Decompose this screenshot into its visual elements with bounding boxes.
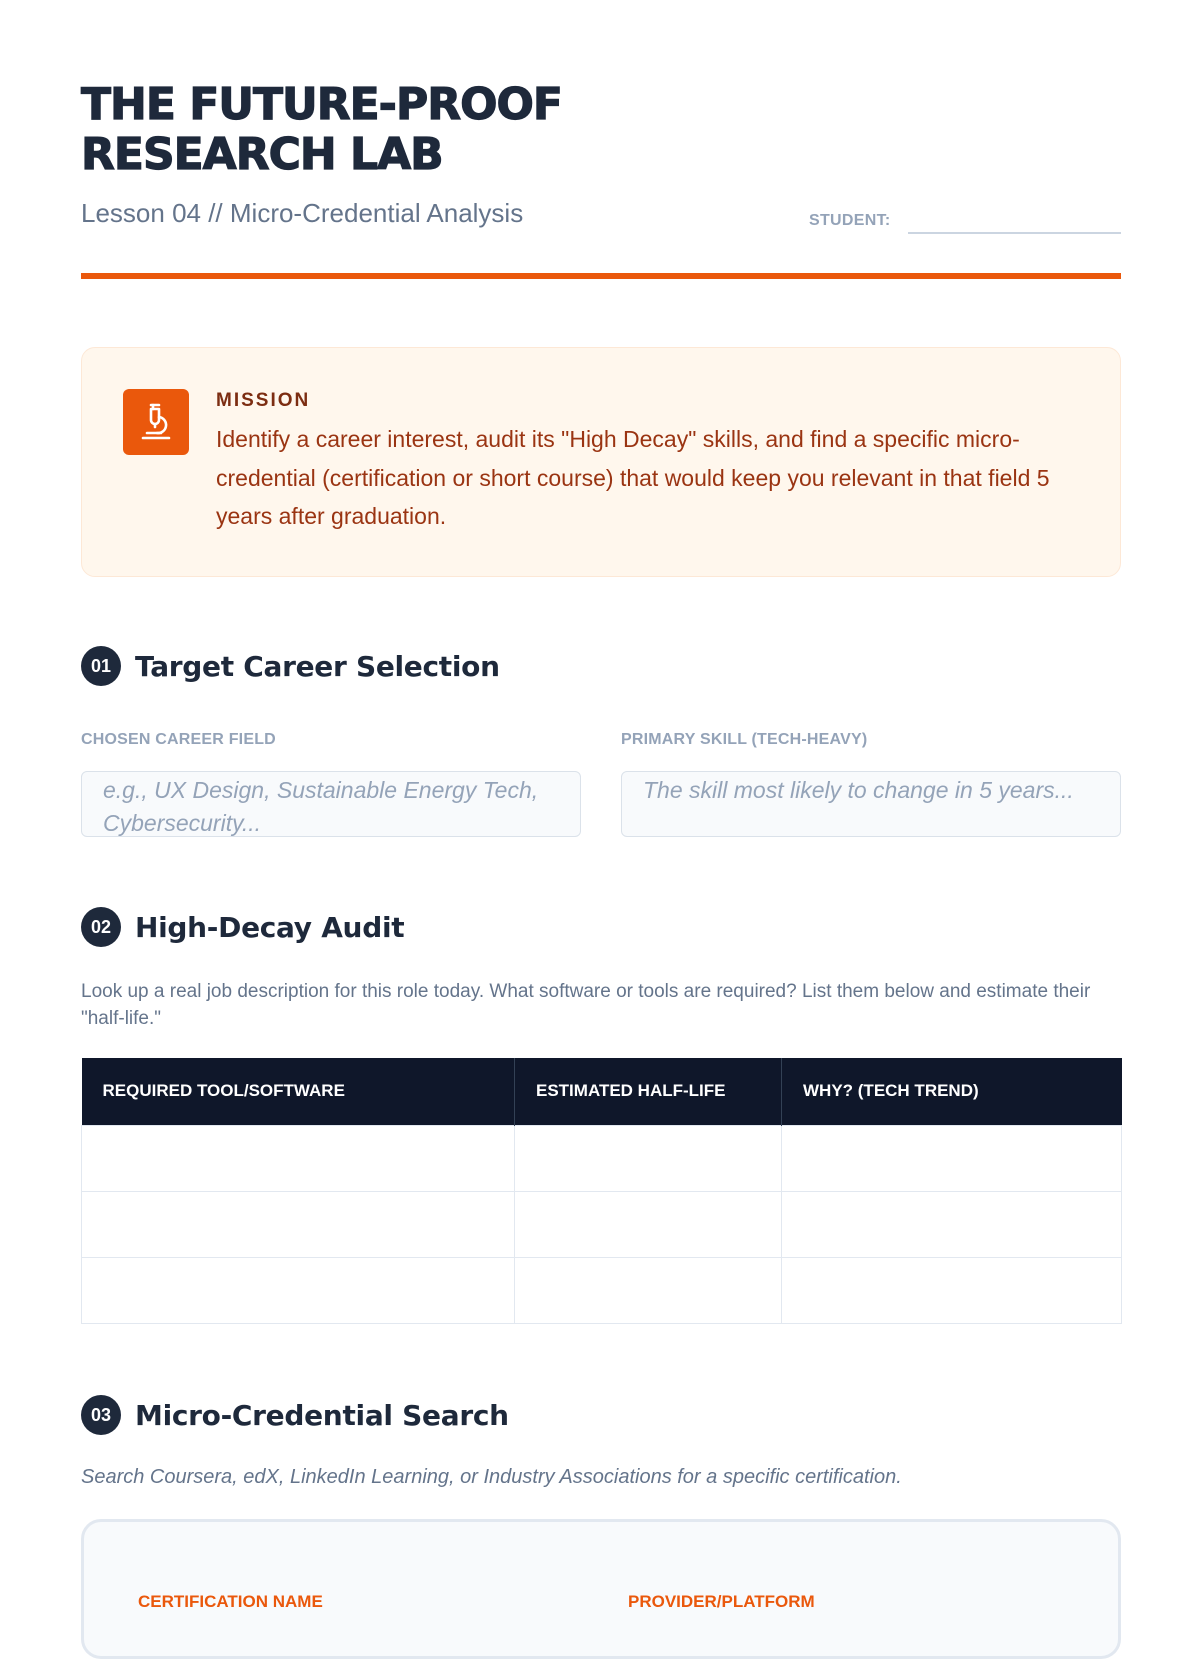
table-row <box>82 1125 1122 1191</box>
column-header-why: WHY? (TECH TREND) <box>782 1058 1122 1125</box>
column-header-half-life: ESTIMATED HALF-LIFE <box>515 1058 782 1125</box>
student-name-field[interactable] <box>908 232 1121 234</box>
career-field-label: CHOSEN CAREER FIELD <box>81 731 276 748</box>
credential-card <box>81 1519 1121 1659</box>
section-2-title: High-Decay Audit <box>135 910 405 944</box>
section-3-title: Micro-Credential Search <box>135 1398 509 1432</box>
mission-callout <box>81 347 1121 577</box>
section-2-number: 02 <box>81 907 121 947</box>
table-cell-why[interactable] <box>782 1125 1122 1191</box>
column-header-tool: REQUIRED TOOL/SOFTWARE <box>82 1058 515 1125</box>
mission-label: MISSION <box>216 390 311 411</box>
search-note: Search Coursera, edX, LinkedIn Learning, or Industry Associations for a specific certification. <box>81 1466 902 1488</box>
primary-skill-input[interactable]: The skill most likely to change in 5 years... <box>621 771 1121 837</box>
table-cell-why[interactable] <box>782 1191 1122 1257</box>
table-row <box>82 1257 1122 1323</box>
table-cell-tool[interactable] <box>82 1257 515 1323</box>
table-cell-half-life[interactable] <box>515 1191 782 1257</box>
primary-skill-label: PRIMARY SKILL (TECH-HEAVY) <box>621 731 868 748</box>
section-1-title: Target Career Selection <box>135 649 500 683</box>
student-label: STUDENT: <box>809 212 891 229</box>
table-row <box>82 1191 1122 1257</box>
section-1-number: 01 <box>81 646 121 686</box>
mission-text: Identify a career interest, audit its "High Decay" skills, and find a specific micro-credential (certification or short course) that would keep you relevant in that field 5 years after graduation. <box>216 426 1050 529</box>
table-cell-tool[interactable] <box>82 1125 515 1191</box>
title-line-2: RESEARCH LAB <box>81 129 443 180</box>
header-divider <box>81 273 1121 279</box>
section-3-number: 03 <box>81 1395 121 1435</box>
audit-table-header <box>82 1058 1122 1125</box>
table-cell-tool[interactable] <box>82 1191 515 1257</box>
provider-platform-label: PROVIDER/PLATFORM <box>628 1592 815 1611</box>
lesson-subtitle: Lesson 04 // Micro-Credential Analysis <box>81 198 524 228</box>
table-cell-half-life[interactable] <box>515 1257 782 1323</box>
career-field-input[interactable]: e.g., UX Design, Sustainable Energy Tech, Cybersecurity... <box>81 771 581 837</box>
section-1-header <box>81 646 500 686</box>
table-cell-why[interactable] <box>782 1257 1122 1323</box>
section-2-header <box>81 907 404 947</box>
microscope-icon <box>123 389 189 455</box>
title-line-1: THE FUTURE-PROOF <box>81 79 562 130</box>
certification-name-label: CERTIFICATION NAME <box>138 1592 323 1611</box>
section-3-header <box>81 1395 509 1435</box>
page-title <box>81 80 781 180</box>
audit-table <box>81 1058 1122 1324</box>
table-cell-half-life[interactable] <box>515 1125 782 1191</box>
audit-instructions: Look up a real job description for this role today. What software or tools are required? List them below and estimate their "half-life." <box>81 981 1091 1029</box>
